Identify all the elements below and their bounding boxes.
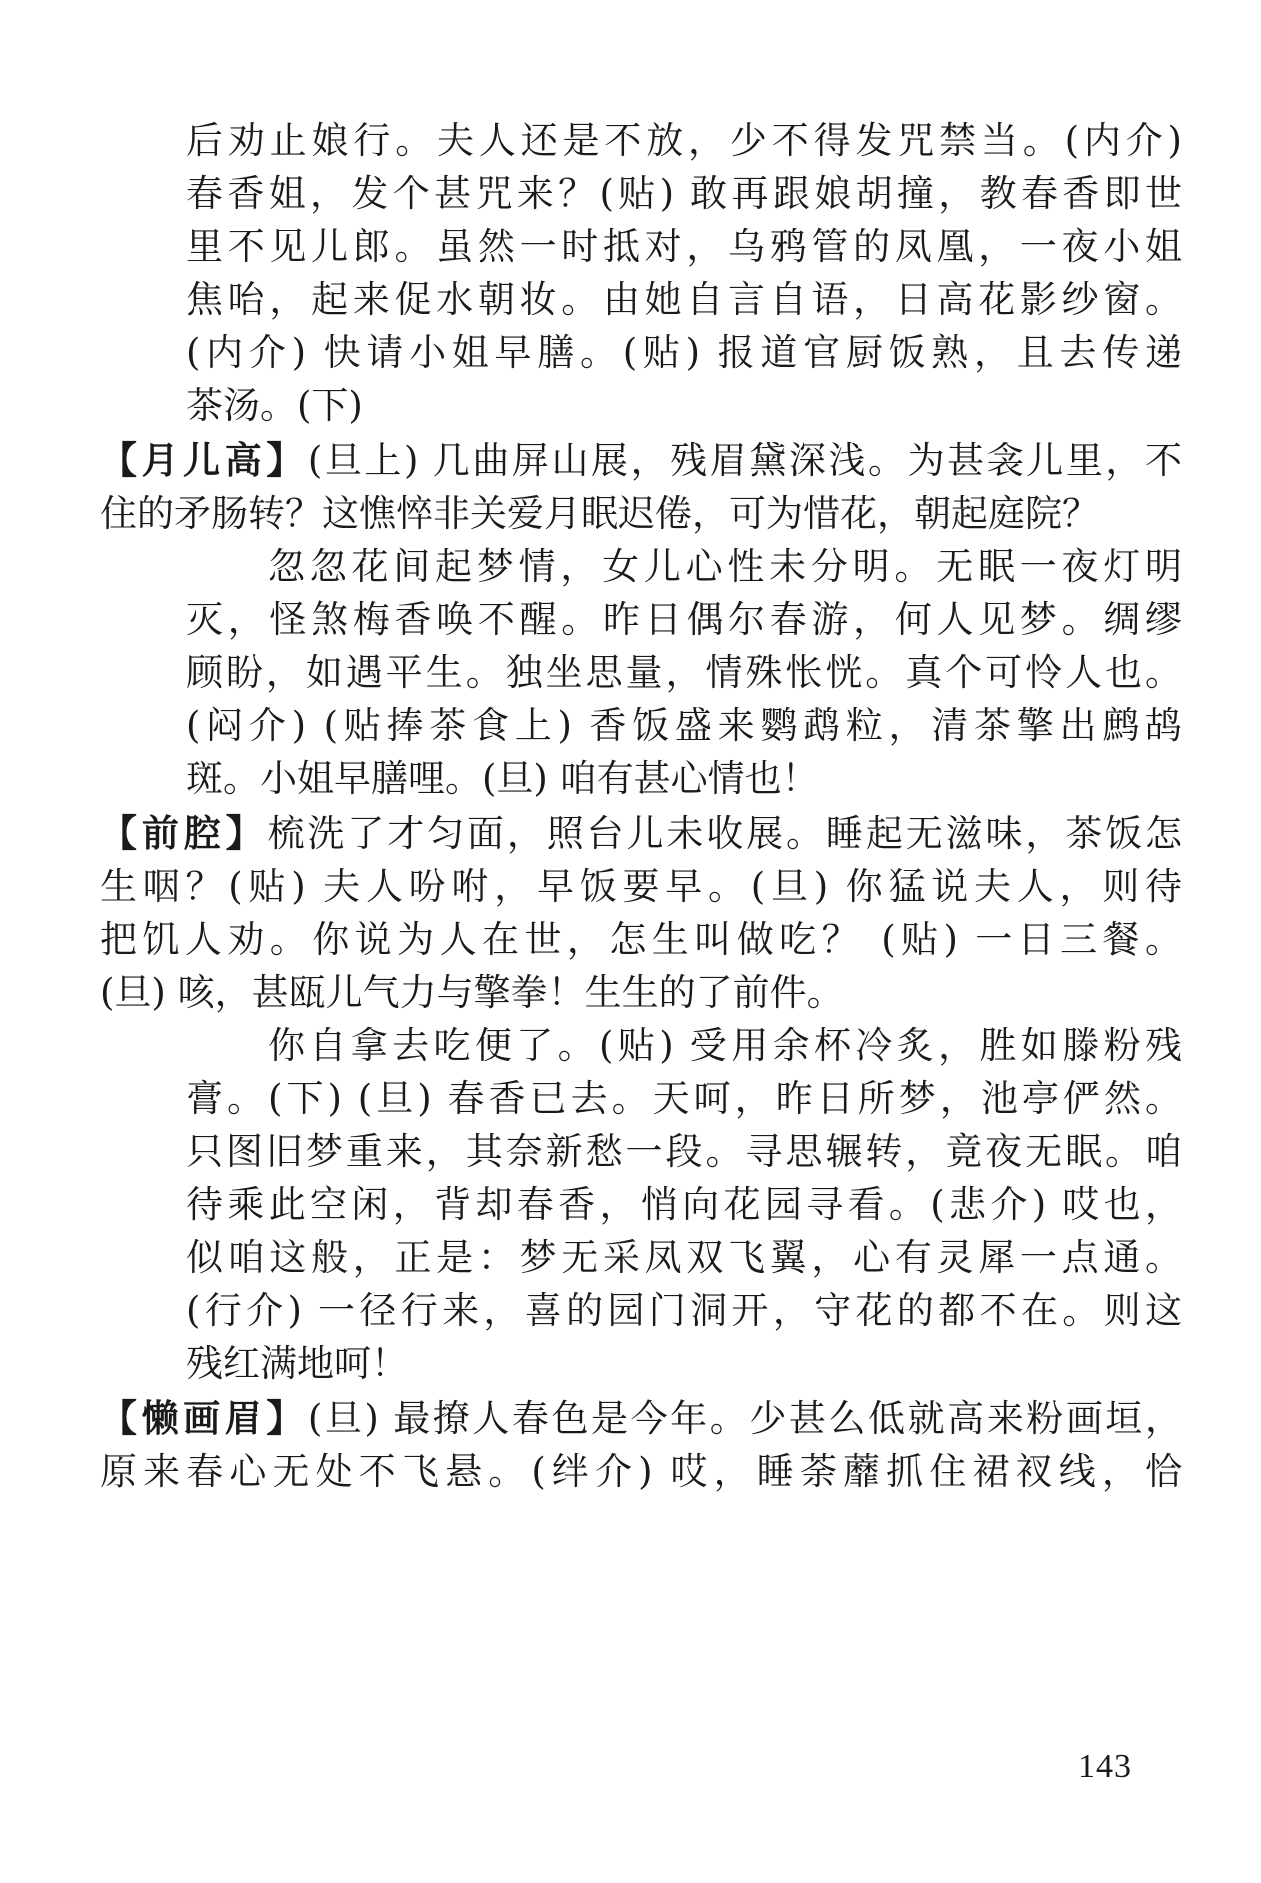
text-line: 后劝止娘行。夫人还是不放，少不得发咒禁当。(内介) xyxy=(186,119,1182,162)
text-line: 顾盼，如遇平生。独坐思量，情殊怅恍。真个可怜人也。 xyxy=(186,651,1182,694)
aria-text: 梳洗了才匀面，照台儿未收展。睡起无滋味，茶饭怎 xyxy=(267,812,1183,855)
text-line: 原来春心无处不飞悬。(绊介) 哎，睡荼蘼抓住裙衩线，恰 xyxy=(100,1450,1182,1493)
text-line: 把饥人劝。你说为人在世，怎生叫做吃？ (贴) 一日三餐。 xyxy=(100,918,1182,961)
aria-tune-title: 【前腔】 xyxy=(100,812,268,855)
text-line: 忽忽花间起梦情，女儿心性未分明。无眠一夜灯明 xyxy=(268,545,1182,588)
text-line: 残红满地呵！ xyxy=(186,1342,408,1385)
text-line: 只图旧梦重来，其奈新愁一段。寻思辗转，竟夜无眠。咱 xyxy=(186,1130,1182,1173)
text-line: 似咱这般，正是：梦无采凤双飞翼，心有灵犀一点通。 xyxy=(186,1236,1182,1279)
aria-text: (旦) 最撩人春色是今年。少甚么低就高来粉画垣， xyxy=(307,1397,1183,1440)
text-line: 斑。小姐早膳哩。(旦) 咱有甚心情也！ xyxy=(186,757,819,800)
text-line: 灭，怪煞梅香唤不醒。昨日偶尔春游，何人见梦。绸缪 xyxy=(186,598,1182,641)
text-line: (行介) 一径行来，喜的园门洞开，守花的都不在。则这 xyxy=(186,1289,1182,1332)
text-line: 春香姐，发个甚咒来？(贴) 敢再跟娘胡撞，教春香即世 xyxy=(186,172,1182,215)
aria-tune-title: 【月儿高】 xyxy=(100,439,308,482)
text-line: (内介) 快请小姐早膳。(贴) 报道官厨饭熟，且去传递 xyxy=(186,331,1182,374)
text-line: 你自拿去吃便了。(贴) 受用余杯冷炙，胜如滕粉残 xyxy=(268,1024,1182,1067)
text-line: 茶汤。(下) xyxy=(186,384,363,427)
text-line: (闷介) (贴捧茶食上) 香饭盛来鹦鹉粒，清茶擎出鹧鸪 xyxy=(186,704,1182,747)
text-line: 焦咍，起来促水朝妆。由她自言自语，日高花影纱窗。 xyxy=(186,278,1182,321)
text-line: 住的矛肠转？这憔悴非关爱月眠迟倦，可为惜花，朝起庭院？ xyxy=(100,492,1099,535)
text-line: 膏。(下) (旦) 春香已去。天呵，昨日所梦，池亭俨然。 xyxy=(186,1077,1182,1120)
text-line: 里不见儿郎。虽然一时抵对，乌鸦管的凤凰，一夜小姐 xyxy=(186,225,1182,268)
text-line: 生咽？(贴) 夫人吩咐，早饭要早。(旦) 你猛说夫人，则待 xyxy=(100,865,1182,908)
text-line: 待乘此空闲，背却春香，悄向花园寻看。(悲介) 哎也， xyxy=(186,1183,1182,1226)
aria-text: (旦上) 几曲屏山展，残眉黛深浅。为甚衾儿里，不 xyxy=(307,439,1183,482)
text-line: (旦) 咳，甚瓯儿气力与擎拳！生生的了前件。 xyxy=(100,971,844,1014)
aria-tune-title: 【懒画眉】 xyxy=(100,1397,308,1440)
page-number: 143 xyxy=(1078,1748,1132,1785)
